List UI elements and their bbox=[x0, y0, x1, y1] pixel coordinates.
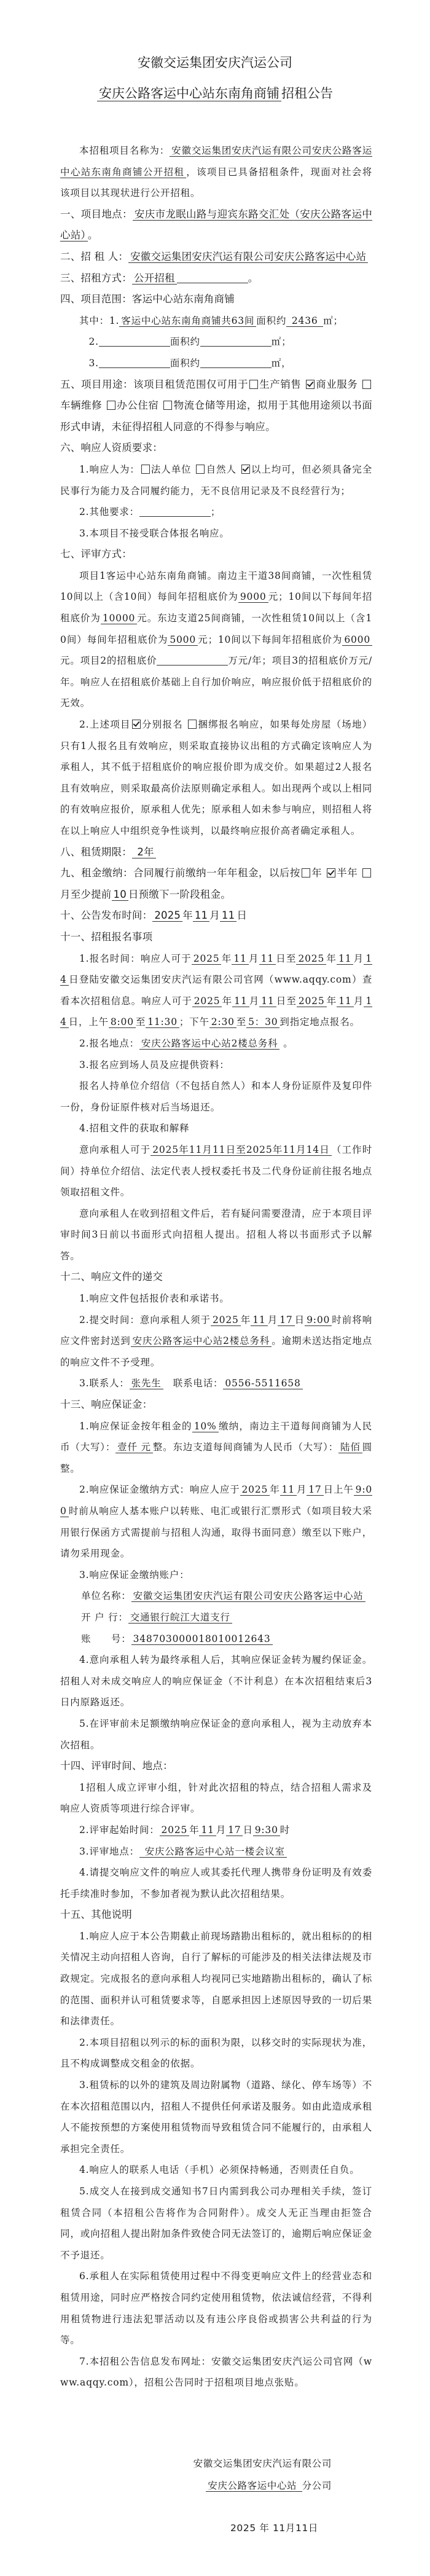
text: 年 bbox=[311, 867, 326, 879]
text: 十四、评审时间、地点： bbox=[60, 1760, 173, 1772]
text: 四、项目范围：客运中心站东南角商铺 bbox=[60, 293, 235, 305]
paragraph bbox=[60, 310, 372, 332]
paragraph bbox=[60, 2032, 372, 2075]
filled-value: 348703000018010012643 bbox=[131, 1633, 273, 1645]
blank-fill-line bbox=[139, 504, 211, 517]
signature-branch-underlined: 安庆公路客运中心站 bbox=[206, 2480, 302, 2492]
text: 月 bbox=[248, 952, 259, 964]
filled-value: 9:00 bbox=[60, 1484, 373, 1517]
section-heading bbox=[60, 863, 372, 905]
filled-value: 安徽交运集团安庆汽运有限公司安庆公路客运中心站 bbox=[128, 251, 368, 263]
paragraph bbox=[60, 1416, 372, 1480]
blank-fill-line bbox=[200, 334, 272, 347]
text: 其中：1. bbox=[79, 315, 120, 326]
paragraph bbox=[60, 1777, 372, 1820]
text: 十二、响应文件的递交 bbox=[60, 1271, 163, 1283]
section-heading bbox=[60, 1756, 372, 1777]
paragraph bbox=[60, 1607, 372, 1628]
filled-value: 11 bbox=[199, 1824, 216, 1836]
text: 1.响应人为： bbox=[79, 463, 140, 475]
text: 元。项目2的招租底价 bbox=[60, 655, 157, 667]
paragraph bbox=[60, 2075, 372, 2159]
filled-value: 14 bbox=[60, 995, 372, 1028]
checkbox-empty-icon bbox=[196, 465, 205, 474]
text: 1.响应保证金按年租金的 bbox=[79, 1420, 192, 1432]
text: 日，上午 bbox=[68, 1016, 109, 1028]
filled-value: 陆佰 bbox=[338, 1442, 362, 1453]
text: 1招租人成立评审小组，针对此次招租的特点，结合招租人需求及响应人资质等项进行综合评审。 bbox=[60, 1781, 372, 1815]
text: 六、响应人资质要求： bbox=[60, 442, 163, 454]
text: 联系电话： bbox=[163, 1378, 224, 1389]
blank-fill-line bbox=[157, 653, 228, 666]
text: 2.其他要求： bbox=[79, 506, 139, 518]
text: 面积约 bbox=[256, 315, 287, 326]
paragraph bbox=[60, 459, 372, 501]
signature-branch bbox=[184, 2475, 332, 2497]
checkbox-empty-icon bbox=[188, 720, 197, 729]
paragraph bbox=[60, 1075, 372, 1118]
company-title: 安徽交运集团安庆汽运公司 bbox=[138, 55, 292, 70]
text: 1.报名时间：响应人可于 bbox=[79, 952, 192, 964]
text: 缴纳，南边主干道每间商铺为人民币（大写）： bbox=[60, 1420, 372, 1453]
filled-value: 5：30 bbox=[246, 1016, 280, 1028]
text: 元。东边支道25间商铺，一次性租赁10间以上（含10间）每间年招租底价为 bbox=[60, 613, 373, 645]
paragraph bbox=[60, 501, 372, 523]
blank-fill-line bbox=[99, 355, 170, 368]
filled-value: 安徽交运集团安庆汽运有限公司安庆公路客运中心站东南角商铺公开招租 bbox=[60, 145, 372, 178]
text: 车辆维修 bbox=[60, 399, 106, 412]
paragraph bbox=[60, 2266, 372, 2350]
filled-value: 安庆公路客运中心站2楼总务科 bbox=[131, 1335, 272, 1347]
text: 年 bbox=[326, 952, 337, 964]
paragraph bbox=[60, 1033, 372, 1054]
filled-value: 11 bbox=[220, 909, 237, 922]
text: 2.上述项目 bbox=[79, 719, 131, 731]
text: 面积约 bbox=[170, 357, 200, 369]
notice-title bbox=[0, 81, 430, 112]
text: 七、评审方式： bbox=[60, 548, 132, 560]
signature-block bbox=[184, 2452, 332, 2539]
filled-value: 张先生 bbox=[130, 1378, 163, 1389]
text: 元；10间以下每间年招租底价为 bbox=[60, 591, 372, 624]
text: 。逾期未送达指定地点的响应文件不予受理。 bbox=[60, 1335, 372, 1368]
paragraph bbox=[60, 1565, 372, 1586]
blank-fill-line bbox=[99, 334, 170, 347]
filled-value: 9000 bbox=[238, 591, 268, 603]
text: 4.意向承租人转为最终承租人后，其响应保证金转为履约保证金。招租人对未成交响应人的响应保证金（不计利息）在本次招租结束后3日内原路返还。 bbox=[60, 1654, 372, 1708]
section-heading bbox=[60, 927, 372, 948]
text: 时前从响应人基本账户以转账、电汇或银行汇票形式（如项目较大采用银行保函方式需提前与招租人沟通，取得书面同意）缴至以下账户，请勿采用现金。 bbox=[60, 1506, 372, 1560]
filled-value: 17 bbox=[278, 1314, 294, 1326]
text: 。 bbox=[280, 1037, 294, 1049]
text: 十三、响应保证金： bbox=[60, 1399, 153, 1411]
text: ；下午 bbox=[179, 1016, 209, 1028]
filled-value: 安徽交运集团安庆汽运有限公司安庆公路客运中心站 bbox=[131, 1590, 366, 1602]
filled-value: 2025 bbox=[192, 995, 222, 1007]
text: 4.响应人的联系人电话（手机）必须保持畅通，否则责任自负。 bbox=[79, 2164, 360, 2176]
section-heading bbox=[60, 289, 372, 310]
text: 5.成交人在接到成交通知书7日内需到我公司办理相关手续，签订租赁合同（本招租公告将作为合同附件）。成交人无正当理由拒签合同，或向招租人提出附加条件致使合同无法签订的，逾期后响应保证金不予退还。 bbox=[60, 2186, 372, 2261]
text: 。 bbox=[87, 229, 98, 242]
text: 3.联系人： bbox=[79, 1378, 130, 1389]
text: 月 bbox=[296, 1484, 307, 1496]
text: 2.响应保证金缴纳方式：响应人应于 bbox=[79, 1484, 240, 1496]
text: 日上午 bbox=[323, 1484, 354, 1496]
text: 。 bbox=[248, 272, 259, 284]
text: 月 bbox=[353, 952, 364, 964]
text: 3.报名应到场人员及应提供资料： bbox=[79, 1059, 230, 1070]
filled-value: 14 bbox=[60, 952, 372, 986]
text: 3.响应保证金缴纳账户： bbox=[79, 1569, 190, 1581]
filled-value: 2025 bbox=[211, 1314, 241, 1326]
filled-value: 安庆市龙眠山路与迎宾东路交汇处（安庆公路客运中心站） bbox=[60, 208, 372, 242]
text: 以上均可，但必须具备完全民事行为能力及合同履约能力，无不良信用记录及不良经营行为； bbox=[60, 463, 372, 497]
text: 分别报名 bbox=[141, 719, 187, 731]
text: 该项目租赁范围仅可用于 bbox=[133, 378, 248, 390]
paragraph bbox=[60, 1139, 372, 1203]
text: 商业服务 bbox=[315, 378, 362, 390]
text: 年 bbox=[326, 995, 337, 1007]
text: 十五、其他说明 bbox=[60, 1909, 132, 1921]
filled-value: 9:00 bbox=[305, 1314, 332, 1326]
section-heading bbox=[60, 204, 372, 246]
text: 至 bbox=[236, 1016, 247, 1028]
checkbox-empty-icon bbox=[249, 380, 258, 389]
paragraph bbox=[60, 2351, 372, 2393]
text: 开 户 行： bbox=[81, 1611, 128, 1623]
text: 时 bbox=[280, 1824, 291, 1836]
section-heading bbox=[60, 1266, 372, 1288]
paragraph bbox=[60, 1585, 372, 1607]
text: 十、公告发布时间： bbox=[60, 909, 153, 922]
text: 月 bbox=[267, 1314, 278, 1325]
text: 月 bbox=[249, 995, 260, 1007]
text: 十一、招租报名事项 bbox=[60, 930, 153, 943]
filled-value: 11 bbox=[193, 909, 209, 922]
text: 月 bbox=[216, 1824, 227, 1836]
text: 账 号： bbox=[81, 1633, 131, 1644]
section-heading bbox=[60, 268, 372, 289]
section-heading bbox=[60, 438, 372, 459]
text: 日 bbox=[237, 909, 248, 922]
text: 年 bbox=[270, 1484, 280, 1496]
blank-fill-line bbox=[177, 270, 248, 283]
filled-value: 8:00 bbox=[109, 1016, 136, 1028]
signature-date: 2025 年 11月11日 bbox=[230, 2522, 318, 2534]
blank-fill-line bbox=[200, 355, 272, 368]
text: 一、项目地点： bbox=[60, 208, 133, 220]
filled-value: 2年 bbox=[132, 846, 156, 858]
text: 五、项目用途： bbox=[60, 378, 133, 390]
paragraph bbox=[60, 1373, 372, 1394]
text: 日 bbox=[243, 1824, 253, 1836]
checkbox-checked-icon bbox=[327, 868, 335, 878]
text: 捆绑报名响应，如果每处房屋（场地）只有1人报名且有效响应，则采取直接协议出租的方式确定该响应人为承租人，其不低于招租底价的响应报价即为成交价。如果超过2人报名且有效响应，则采取最高价法原则确定承租人。如出现两个或以上相同的有效响应报价，原承租人优先；原承租人如未参与响应，则招租人将在以上响应人中组织竞争性谈判，以最终响应报价高者确定承租人。 bbox=[60, 719, 372, 836]
text: ； bbox=[210, 506, 221, 518]
filled-value: 11 bbox=[337, 995, 353, 1007]
filled-value: 2025 bbox=[297, 995, 327, 1007]
text: 到指定地点报名。 bbox=[280, 1016, 360, 1028]
text: 日登陆安徽交运集团安庆汽运有限公司官网（www.aqqy.com）查看本次招租信息。响应人可于 bbox=[60, 974, 372, 1007]
text: 单位名称： bbox=[81, 1590, 131, 1602]
paragraph bbox=[60, 1926, 372, 2032]
paragraph bbox=[60, 2181, 372, 2266]
text: 月 bbox=[209, 909, 220, 922]
text: 意向承租人在收到招租文件后，若有疑问需要澄清，应于本项目评审时间3日前以书面形式向招租人提出。招租人将以书面形式予以解答。 bbox=[60, 1208, 372, 1262]
paragraph bbox=[60, 714, 372, 842]
paragraph bbox=[60, 523, 372, 544]
filled-value: 客运中心站东南角商铺共63间 bbox=[119, 315, 256, 327]
paragraph bbox=[60, 1118, 372, 1139]
paragraph bbox=[60, 565, 372, 714]
text: 5.在评审前未足额缴纳响应保证金的意向承租人，视为主动放弃本次招租。 bbox=[60, 1718, 372, 1751]
notice-body bbox=[60, 140, 372, 2393]
filled-value: 壹仟 元 bbox=[115, 1442, 153, 1453]
text: ，该项目已具备招租条件，现面对社会将该项目以其现状进行公开招租。 bbox=[60, 166, 372, 199]
text: 物流仓储等用途，拟用于其他用途须以书面形式申请，未征得招租人同意的不得参与响应。 bbox=[60, 399, 373, 433]
filled-value: 10000 bbox=[101, 613, 137, 624]
text: 3.评审地点： bbox=[79, 1845, 139, 1857]
text: 二、招 租 人： bbox=[60, 250, 129, 262]
notice-title-rest: 招租公告 bbox=[281, 86, 333, 101]
text: 日至 bbox=[275, 952, 297, 964]
text: 日 bbox=[294, 1314, 305, 1325]
section-heading bbox=[60, 905, 372, 927]
filled-value: 2436 bbox=[286, 315, 323, 327]
paragraph bbox=[60, 2159, 372, 2181]
paragraph bbox=[60, 948, 372, 1033]
text: 年 bbox=[240, 1314, 251, 1325]
text: 项目1客运中心站东南角商铺。南边主干道38间商铺，一次性租赁10间以上（含10间）每间年招租底价为 bbox=[60, 570, 372, 603]
filled-value: 10 bbox=[112, 889, 128, 901]
paragraph bbox=[60, 1841, 372, 1863]
text: 2.报名地点： bbox=[79, 1037, 139, 1049]
paragraph bbox=[60, 140, 372, 204]
text: 半年 bbox=[336, 867, 361, 879]
text: 6.承租人在实际租赁使用过程中不得变更响应文件上的经营业态和租赁用途，同时应严格按合同约定使用租赁物，依法诚信经营，不得利用租赁物进行违法犯罪活动以及有违公序良俗或损害公共利益的行为等。 bbox=[60, 2271, 372, 2346]
filled-value: 公开招租 bbox=[132, 272, 177, 285]
text: 4.请提交响应文件的响应人或其委托代理人携带身份证明及有效委托手续准时参加，不参加者视为默认此次招租结果。 bbox=[60, 1867, 372, 1899]
text: ㎡； bbox=[323, 315, 343, 326]
paragraph bbox=[60, 1288, 372, 1310]
filled-value: 2025 bbox=[152, 909, 182, 922]
filled-value: 9:30 bbox=[253, 1824, 280, 1836]
signature-branch-suffix: 分公司 bbox=[302, 2480, 332, 2491]
text: 2. bbox=[88, 336, 99, 348]
text: 月至少提前 bbox=[60, 888, 112, 900]
text: 八、租赁期限： bbox=[60, 846, 132, 858]
text: 九、租金缴纳： bbox=[60, 867, 133, 879]
filled-value: 0556-5511658 bbox=[223, 1378, 302, 1389]
document-header bbox=[0, 0, 430, 112]
paragraph bbox=[60, 1862, 372, 1904]
text: 3.本项目不接受联合体报名响应。 bbox=[79, 527, 230, 539]
text: 4.招租文件的获取和解释 bbox=[79, 1123, 190, 1134]
text: 合同履行前缴纳一年年租金，以后按 bbox=[133, 867, 300, 879]
text: 日至 bbox=[276, 995, 297, 1007]
text: 2.评审起始时间： bbox=[79, 1824, 160, 1836]
paragraph bbox=[60, 1628, 372, 1650]
text: 本招租项目名称为： bbox=[79, 145, 170, 156]
text: 年 bbox=[189, 1824, 200, 1836]
filled-value: 2025 bbox=[240, 1484, 270, 1496]
text: 圆整。 bbox=[60, 1442, 372, 1474]
text: 时前将响应文件密封送到 bbox=[60, 1314, 372, 1347]
filled-value: 2025 bbox=[192, 953, 222, 965]
paragraph bbox=[60, 1054, 372, 1076]
filled-value: 2:30 bbox=[209, 1016, 237, 1028]
paragraph bbox=[60, 1649, 372, 1713]
text: 年 bbox=[222, 995, 233, 1007]
checkbox-empty-icon bbox=[362, 380, 371, 389]
text: ㎡； bbox=[271, 336, 292, 348]
text: （工作时间）持单位介绍信、法定代表人授权委托书及二代身份证前往报名地点领取招租文件。 bbox=[60, 1144, 373, 1198]
text: 万元/年；项目3的招租底价万元/年。响应人在招租底价基础上自行加价响应，响应报价低于招租底价的无效。 bbox=[60, 655, 372, 709]
paragraph bbox=[60, 1203, 372, 1267]
filled-value: 11 bbox=[259, 953, 276, 965]
filled-value: 11 bbox=[337, 953, 353, 965]
text: 2.本项目招租以列示的标的面积为限，以移交时的实际现状为准，且不构成调整成交租金的依据。 bbox=[60, 2036, 372, 2070]
text: 3. bbox=[88, 357, 99, 369]
section-heading bbox=[60, 1394, 372, 1416]
checkbox-checked-icon bbox=[241, 465, 250, 474]
filled-value: 交通银行皖江大道支行 bbox=[128, 1612, 232, 1624]
text: 生产销售 bbox=[259, 378, 305, 390]
paragraph bbox=[60, 1820, 372, 1841]
paragraph bbox=[60, 1713, 372, 1756]
text: 法人单位 bbox=[150, 463, 195, 475]
checkbox-checked-icon bbox=[306, 380, 315, 389]
text: 7.本招租公告信息发布网址：安徽交运集团安庆汽运公司官网（www.aqqy.com），招租公告同时于招租项目地点张贴。 bbox=[60, 2355, 372, 2389]
text: ㎡， bbox=[271, 357, 292, 369]
filled-value: 2025 bbox=[160, 1824, 190, 1836]
section-heading bbox=[60, 246, 372, 268]
text: 年 bbox=[182, 909, 193, 922]
filled-value: 11 bbox=[280, 1484, 297, 1496]
text: 元；10间以下每间年招租底价为 bbox=[197, 634, 343, 645]
filled-value: 5000 bbox=[168, 634, 198, 646]
checkbox-empty-icon bbox=[163, 401, 172, 410]
section-heading bbox=[60, 842, 372, 863]
section-heading bbox=[60, 544, 372, 565]
filled-value: 11 bbox=[232, 953, 248, 965]
text: 意向承租人可于 bbox=[79, 1144, 151, 1155]
text: 月 bbox=[353, 995, 364, 1007]
paragraph bbox=[60, 1310, 372, 1373]
filled-value: 6000 bbox=[342, 634, 372, 646]
filled-value: 10% bbox=[192, 1421, 219, 1432]
section-heading bbox=[60, 1904, 372, 1926]
text: 报名人持单位介绍信（不包括自然人）和本人身份证原件及复印件一份，身份证原件核对后当场退还。 bbox=[60, 1080, 372, 1113]
filled-value: 安庆公路客运中心站一楼会议室 bbox=[139, 1846, 287, 1858]
checkbox-empty-icon bbox=[107, 401, 115, 410]
filled-value: 17 bbox=[307, 1484, 323, 1496]
text: 1.响应文件包括报价表和承诺书。 bbox=[79, 1293, 230, 1305]
checkbox-empty-icon bbox=[362, 868, 371, 878]
filled-value: 2025年11月11日至2025年11月14日 bbox=[150, 1144, 332, 1156]
filled-value: 17 bbox=[226, 1824, 243, 1836]
text: 整。东边支道每间商铺为人民币（大写）： bbox=[152, 1442, 339, 1453]
filled-value: 11 bbox=[251, 1314, 267, 1326]
paragraph bbox=[60, 331, 372, 353]
checkbox-checked-icon bbox=[132, 720, 141, 729]
section-heading bbox=[60, 374, 372, 438]
text: 面积约 bbox=[170, 336, 200, 348]
text: 自然人 bbox=[206, 463, 240, 475]
paragraph bbox=[60, 1479, 372, 1564]
text: 三、招租方式： bbox=[60, 272, 132, 284]
filled-value: 11:30 bbox=[146, 1016, 179, 1028]
text: 至 bbox=[135, 1016, 146, 1028]
filled-value: 2025 bbox=[296, 953, 326, 965]
signature-company: 安徽交运集团安庆汽运有限公司 bbox=[193, 2457, 332, 2469]
checkbox-empty-icon bbox=[141, 465, 150, 474]
paragraph bbox=[60, 353, 372, 374]
filled-value: 11 bbox=[259, 995, 276, 1007]
text: 日预缴下一阶段租金。 bbox=[128, 888, 231, 900]
notice-title-underlined: 安庆公路客运中心站东南角商铺 bbox=[97, 86, 281, 101]
filled-value: 安庆公路客运中心站2楼总务科 bbox=[139, 1038, 280, 1050]
text: 1.响应人应于本公告期截止前现场踏勘出租标的，就出租标的的相关情况主动向招租人咨询，自行了解标的可能涉及的相关法律法规及市政规定。完成报名的意向承租人均视同已实地踏勘出租标的，确认了标的范围、面积并认可租赁要求等，自愿承担因上述原因导致的一切后果和法律责任。 bbox=[60, 1930, 372, 2027]
filled-value: 11 bbox=[232, 995, 249, 1007]
text: 办公住宿 bbox=[116, 399, 163, 412]
checkbox-empty-icon bbox=[302, 868, 310, 878]
text: 3.租赁标的以外的建筑及周边附属物（道路、绿化、停车场等）不在本次招租范围以内，招租人不提供任何承诺及服务。如由此造成承租人不能按预想的方案使用租赁物而导致租赁合同不能履行的，由承租人承担完全责任。 bbox=[60, 2079, 372, 2154]
text: 年 bbox=[221, 952, 232, 964]
text: 2.提交时间：意向承租人须于 bbox=[79, 1314, 211, 1325]
